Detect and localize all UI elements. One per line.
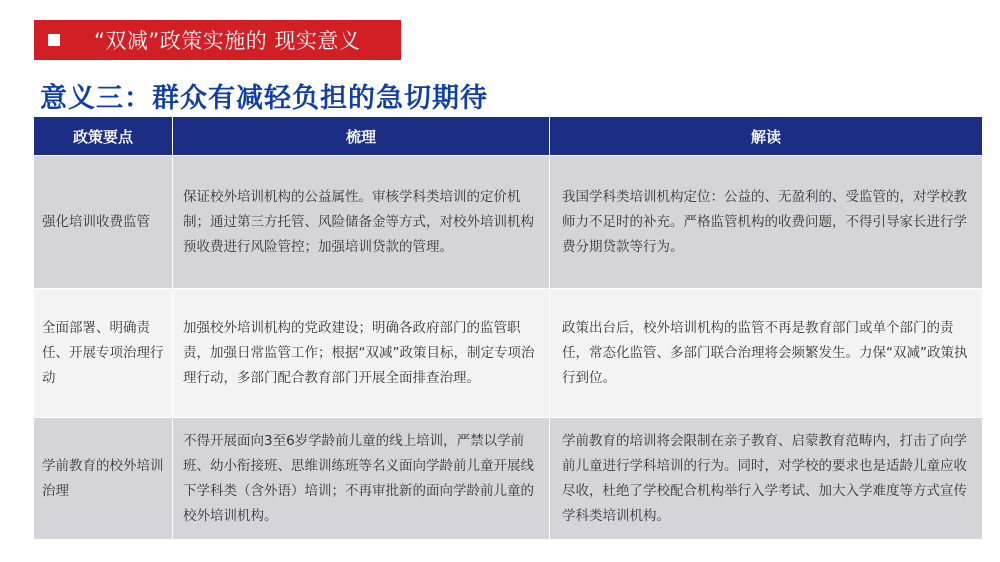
page-subtitle: 意义三：群众有减轻负担的急切期待: [40, 83, 488, 114]
row-2-summary: 加强校外培训机构的党政建设；明确各政府部门的监管职责，加强日常监管工作；根据“双减”政策目标，制定专项治理行动，多部门配合教育部门开展全面排查治理。: [173, 289, 549, 417]
row-2-point: 全面部署、明确责任、开展专项治理行动: [34, 289, 172, 417]
banner-title: “双减”政策实施的 现实意义: [94, 29, 361, 53]
row-3-point: 学前教育的校外培训治理: [34, 418, 172, 539]
row-1-point: 强化培训收费监管: [34, 156, 172, 288]
header-interpretation: 解读: [550, 117, 982, 155]
bullet-square-icon: [48, 34, 60, 46]
row-3-summary: 不得开展面向3至6岁学龄前儿童的线上培训，严禁以学前班、幼小衔接班、思维训练班等名义面向学龄前儿童开展线下学科类（含外语）培训；不再审批新的面向学龄前儿童的校外培训机构。: [173, 418, 549, 539]
row-3-interpretation: 学前教育的培训将会限制在亲子教育、启蒙教育范畴内，打击了向学前儿童进行学科培训的行为。同时，对学校的要求也是适龄儿童应收尽收，杜绝了学校配合机构举行入学考试、加大入学难度等方式宣传学科类培训机构。: [550, 418, 982, 539]
row-1-interpretation: 我国学科类培训机构定位：公益的、无盈利的、受监管的，对学校教师力不足时的补充。严格监管机构的收费问题，不得引导家长进行学费分期贷款等行为。: [550, 156, 982, 288]
header-policy-point: 政策要点: [34, 117, 172, 155]
policy-table: [34, 117, 982, 539]
section-banner: [34, 20, 401, 60]
row-1-summary: 保证校外培训机构的公益属性。审核学科类培训的定价机制；通过第三方托管、风险储备金等方式，对校外培训机构预收费进行风险管控；加强培训贷款的管理。: [173, 156, 549, 288]
row-2-interpretation: 政策出台后，校外培训机构的监管不再是教育部门或单个部门的责任，常态化监管、多部门联合治理将会频繁发生。力保“双减”政策执行到位。: [550, 289, 982, 417]
header-summary: 梳理: [173, 117, 549, 155]
